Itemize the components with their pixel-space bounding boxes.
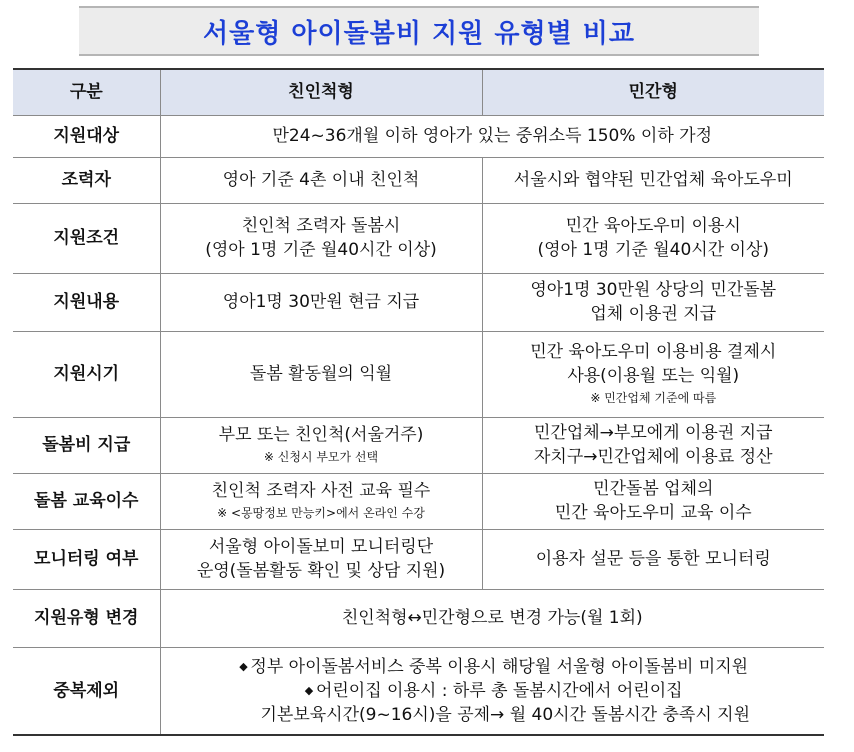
diamond-bullet-icon: ◆ (304, 683, 314, 697)
timing-private-note: ※ 민간업체 기준에 따름 (590, 391, 717, 405)
header-category: 구분 (13, 69, 160, 115)
monitoring-kin-line-2: 운영(돌봄활동 확인 및 상담 지원) (196, 561, 446, 581)
row-label-target: 지원대상 (13, 115, 160, 157)
content-private-cell (482, 273, 824, 331)
timing-private-line-2: 사용(이용월 또는 익월) (567, 366, 740, 386)
table-header-row (13, 69, 824, 115)
table-row (13, 157, 824, 203)
header-private-type: 민간형 (482, 69, 824, 115)
payment-kin-cell (160, 417, 482, 473)
education-kin-cell (160, 473, 482, 529)
condition-kin-line-1: 친인척 조력자 돌봄시 (241, 216, 401, 236)
table-row (13, 417, 824, 473)
education-private-line-1: 민간돌봄 업체의 (593, 479, 714, 499)
row-label-exclusion: 중복제외 (13, 647, 160, 735)
change-merged-cell: 친인척형↔민간형으로 변경 가능(월 1회) (160, 589, 824, 647)
row-label-education: 돌봄 교육이수 (13, 473, 160, 529)
condition-private-line-1: 민간 육아도우미 이용시 (565, 216, 741, 236)
table-row (13, 473, 824, 529)
exclusion-bullet-2-text: 어린이집 이용시 : 하루 총 돌봄시간에서 어린이집 (315, 680, 683, 701)
monitoring-private-cell: 이용자 설문 등을 통한 모니터링 (482, 529, 824, 589)
monitoring-kin-cell (160, 529, 482, 589)
caregiver-kin-cell: 영아 기준 4촌 이내 친인척 (160, 157, 482, 203)
education-kin-note: ※ <몽땅정보 만능키>에서 온라인 수강 (217, 506, 425, 520)
education-private-line-2: 민간 육아도우미 교육 이수 (554, 503, 752, 523)
table-row (13, 115, 824, 157)
table-row (13, 589, 824, 647)
monitoring-kin-line-1: 서울형 아이돌보미 모니터링단 (208, 537, 434, 557)
exclusion-bullet-1-text: 정부 아이돌봄서비스 중복 이용시 해당월 서울형 아이돌봄비 미지원 (250, 656, 749, 677)
payment-private-line-2: 자치구→민간업체에 이용료 정산 (533, 447, 773, 467)
row-label-change: 지원유형 변경 (13, 589, 160, 647)
row-label-timing: 지원시기 (13, 331, 160, 417)
education-private-cell (482, 473, 824, 529)
timing-private-line-1: 민간 육아도우미 이용비용 결제시 (530, 342, 777, 362)
page-title: 서울형 아이돌봄비 지원 유형별 비교 (203, 18, 635, 49)
condition-private-line-2: (영아 1명 기준 월40시간 이상) (537, 240, 770, 260)
payment-kin-note: ※ 신청시 부모가 선택 (263, 450, 379, 464)
row-label-content: 지원내용 (13, 273, 160, 331)
exclusion-bullet-2-continuation: 기본보육시간(9~16시)을 공제→ 월 40시간 돌봄시간 충족시 지원 (260, 704, 751, 725)
row-label-monitoring: 모니터링 여부 (13, 529, 160, 589)
row-label-condition: 지원조건 (13, 203, 160, 273)
condition-kin-line-2: (영아 1명 기준 월40시간 이상) (205, 240, 437, 260)
condition-kin-cell (160, 203, 482, 273)
table-row (13, 529, 824, 589)
table-row (13, 331, 824, 417)
payment-kin-line: 부모 또는 친인척(서울거주) (218, 425, 424, 445)
exclusion-bullet-2 (165, 679, 821, 703)
target-merged-cell: 만24~36개월 이하 영아가 있는 중위소득 150% 이하 가정 (160, 115, 824, 157)
payment-private-cell (482, 417, 824, 473)
row-label-caregiver: 조력자 (13, 157, 160, 203)
condition-private-cell (482, 203, 824, 273)
table-row (13, 203, 824, 273)
table-row (13, 273, 824, 331)
exclusion-merged-cell (160, 647, 824, 735)
timing-kin-cell: 돌봄 활동월의 익월 (160, 331, 482, 417)
title-box (79, 6, 759, 56)
content-private-line-2: 업체 이용권 지급 (590, 304, 717, 324)
timing-private-cell (482, 331, 824, 417)
header-kin-type: 친인척형 (160, 69, 482, 115)
comparison-table (13, 68, 824, 736)
content-kin-cell: 영아1명 30만원 현금 지급 (160, 273, 482, 331)
row-label-payment: 돌봄비 지급 (13, 417, 160, 473)
table-row (13, 647, 824, 735)
exclusion-bullet-1 (165, 655, 821, 679)
caregiver-private-cell: 서울시와 협약된 민간업체 육아도우미 (482, 157, 824, 203)
content-private-line-1: 영아1명 30만원 상당의 민간돌봄 (530, 280, 777, 300)
diamond-bullet-icon: ◆ (239, 659, 248, 673)
education-kin-line: 친인척 조력자 사전 교육 필수 (211, 481, 431, 501)
payment-private-line-1: 민간업체→부모에게 이용권 지급 (533, 423, 773, 443)
